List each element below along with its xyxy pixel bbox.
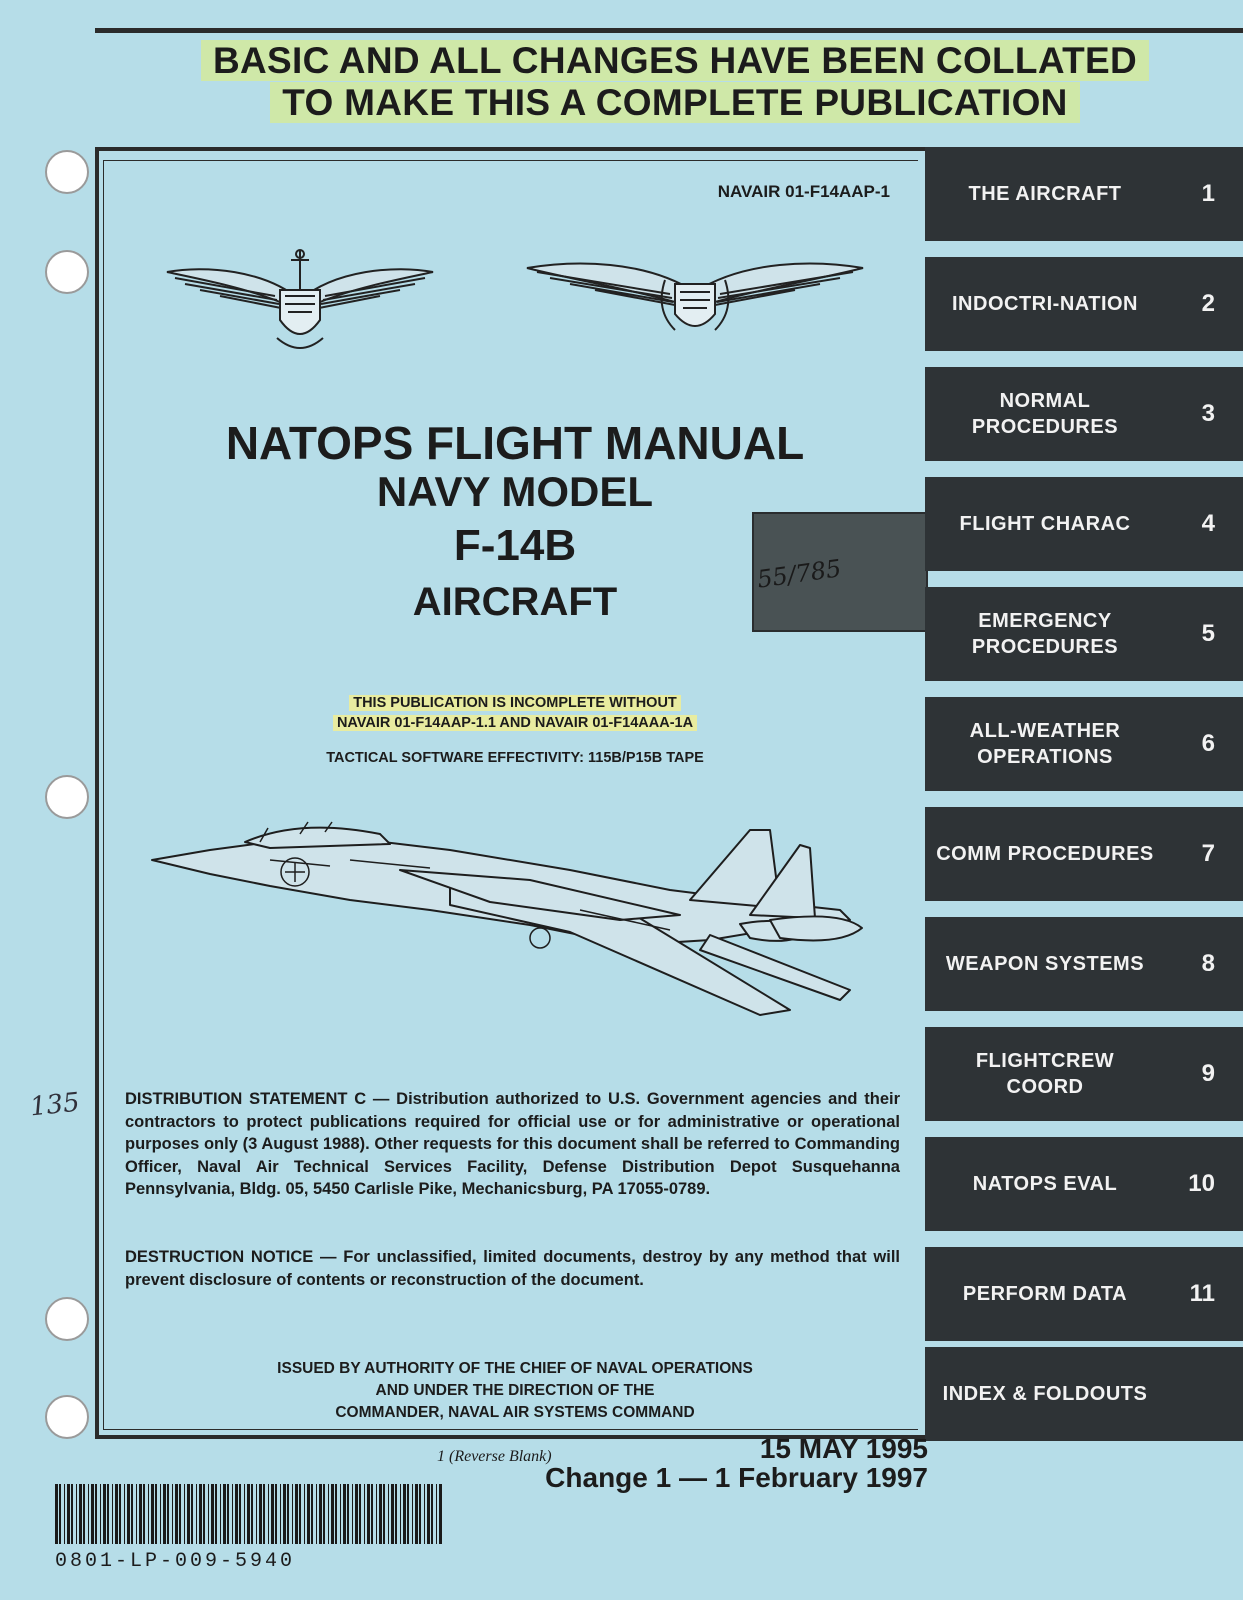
barcode-number: 0801-LP-009-5940 xyxy=(55,1550,296,1573)
tab-label: COMM PROCEDURES xyxy=(936,843,1154,865)
binder-hole xyxy=(45,1395,89,1439)
banner-line-1: BASIC AND ALL CHANGES HAVE BEEN COLLATED xyxy=(201,40,1149,81)
tab-number: 1 xyxy=(1201,180,1215,207)
tab-number: 5 xyxy=(1201,620,1215,647)
tab-indoctrination[interactable] xyxy=(925,257,1243,351)
tab-natops-eval[interactable] xyxy=(925,1137,1243,1231)
binder-hole xyxy=(45,250,89,294)
handwritten-stamp-note: 55/785 xyxy=(755,554,843,594)
tab-label: NATOPS EVAL xyxy=(972,1173,1118,1195)
top-rule xyxy=(95,28,1243,33)
tab-all-weather-operations[interactable] xyxy=(925,697,1243,791)
tab-perform-data[interactable] xyxy=(925,1247,1243,1341)
incomplete-notice xyxy=(140,693,890,733)
tab-number: 7 xyxy=(1201,840,1215,867)
issued-line-1: ISSUED BY AUTHORITY OF THE CHIEF OF NAVAL OPERATIONS xyxy=(277,1360,753,1377)
software-effectivity: TACTICAL SOFTWARE EFFECTIVITY: 115B/P15B TAPE xyxy=(326,750,704,766)
issued-line-3: COMMANDER, NAVAL AIR SYSTEMS COMMAND xyxy=(335,1404,695,1421)
tab-number: 4 xyxy=(1201,510,1215,537)
notice-line-2: NAVAIR 01-F14AAP-1.1 AND NAVAIR 01-F14AAA-1A xyxy=(333,715,697,731)
banner-line-2: TO MAKE THIS A COMPLETE PUBLICATION xyxy=(270,82,1079,123)
tab-label: ALL-WEATHER OPERATIONS xyxy=(969,720,1121,768)
tab-label: INDOCTRI-NATION xyxy=(952,293,1138,315)
tab-flightcrew-coord[interactable] xyxy=(925,1027,1243,1121)
document-number: NAVAIR 01-F14AAP-1 xyxy=(717,182,890,201)
tab-number: 2 xyxy=(1201,290,1215,317)
naval-flight-officer-wings-icon xyxy=(525,240,865,350)
tab-label: THE AIRCRAFT xyxy=(968,183,1122,205)
tab-number: 3 xyxy=(1201,400,1215,427)
handwritten-margin-note: 135 xyxy=(28,1087,82,1123)
tab-label: NORMAL PROCEDURES xyxy=(971,390,1119,438)
tab-label: INDEX & FOLDOUTS xyxy=(942,1383,1148,1405)
notice-line-1: THIS PUBLICATION IS INCOMPLETE WITHOUT xyxy=(349,695,681,711)
tab-number: 8 xyxy=(1201,950,1215,977)
title-line-3: F-14B xyxy=(453,521,577,570)
issued-line-2: AND UNDER THE DIRECTION OF THE xyxy=(375,1382,655,1399)
tab-label: EMERGENCY PROCEDURES xyxy=(971,610,1119,658)
tab-emergency-procedures[interactable] xyxy=(925,587,1243,681)
naval-aviator-wings-icon xyxy=(165,240,435,360)
publication-date: 15 MAY 1995 xyxy=(759,1433,928,1464)
tab-label: WEAPON SYSTEMS xyxy=(945,953,1145,975)
destruction-notice: DESTRUCTION NOTICE — For unclassified, limited documents, destroy by any method that will prevent disclosure of contents or reconstruction of the document. xyxy=(125,1248,900,1289)
title-line-1: NATOPS FLIGHT MANUAL xyxy=(225,417,805,469)
distribution-statement: DISTRIBUTION STATEMENT C — Distribution authorized to U.S. Government agencies and their contractors to protect publications required for official use or for administrative or operational purposes only (3 August 1988). Other requests for this document shall be referred to Commanding Officer, Naval Air Technical Services Facility, Defense Distribution Depot Susquehanna Pennsylvania, Bldg. 05, 5450 Carlisle Pike, Mechanicsburg, PA 17055-0789. xyxy=(125,1090,900,1198)
tab-weapon-systems[interactable] xyxy=(925,917,1243,1011)
tab-the-aircraft[interactable] xyxy=(925,147,1243,241)
tab-index-foldouts[interactable] xyxy=(925,1347,1243,1441)
binder-hole xyxy=(45,150,89,194)
tab-comm-procedures[interactable] xyxy=(925,807,1243,901)
title-line-4: AIRCRAFT xyxy=(412,580,618,624)
cover-frame-top xyxy=(95,147,925,151)
collated-banner xyxy=(150,40,1200,124)
tab-flight-charac[interactable] xyxy=(925,477,1243,571)
tab-number: 6 xyxy=(1201,730,1215,757)
tab-label: PERFORM DATA xyxy=(962,1283,1128,1305)
tab-number: 11 xyxy=(1189,1280,1215,1307)
tab-label: FLIGHT CHARAC xyxy=(959,513,1131,535)
change-date: Change 1 — 1 February 1997 xyxy=(545,1462,928,1493)
tab-number: 9 xyxy=(1201,1060,1215,1087)
tab-label: FLIGHTCREW COORD xyxy=(975,1050,1115,1098)
f14b-aircraft-illustration xyxy=(150,820,870,1030)
tab-normal-procedures[interactable] xyxy=(925,367,1243,461)
issuing-authority xyxy=(140,1358,890,1424)
binder-hole xyxy=(45,1297,89,1341)
binder-hole xyxy=(45,775,89,819)
title-line-2: NAVY MODEL xyxy=(376,468,654,515)
barcode-icon xyxy=(55,1484,445,1544)
tab-number: 10 xyxy=(1188,1170,1215,1197)
reverse-blank-note: 1 (Reverse Blank) xyxy=(437,1448,552,1465)
